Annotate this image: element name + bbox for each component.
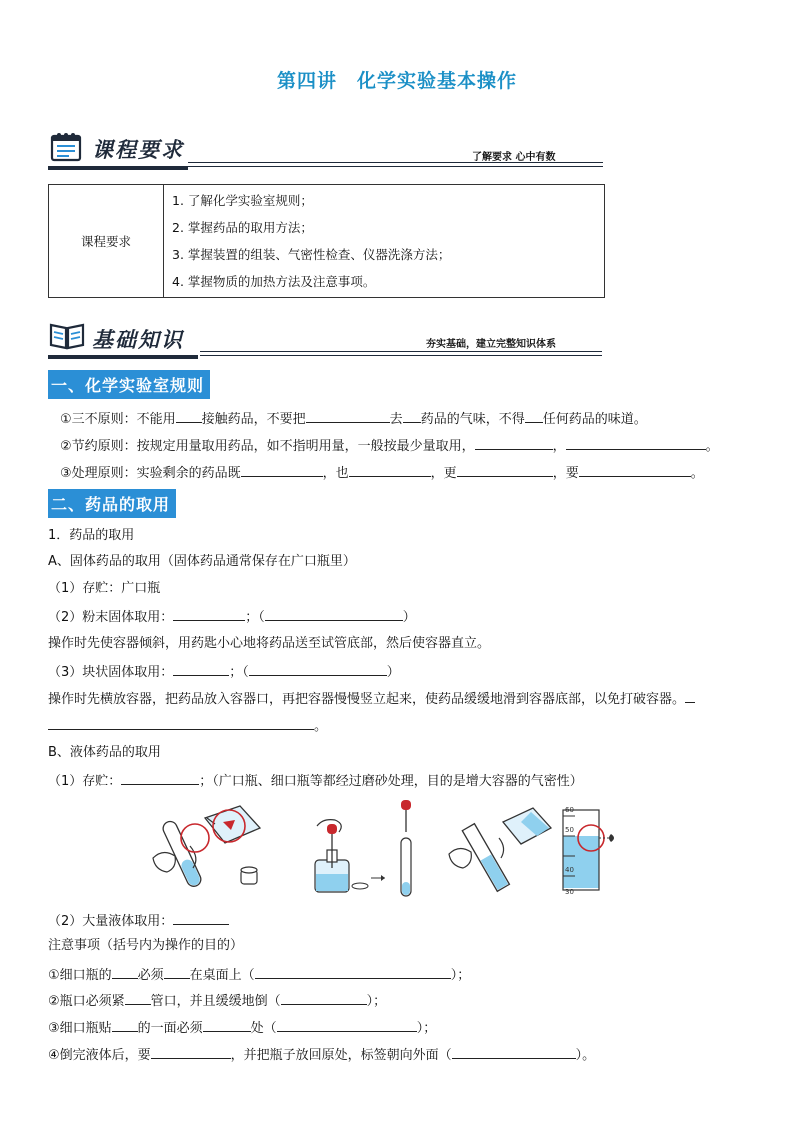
paragraph: 。 <box>48 715 327 737</box>
requirement-item: 4. 掌握物质的加热方法及注意事项。 <box>172 274 376 289</box>
page-title: 第四讲 化学实验基本操作 <box>276 70 517 92</box>
requirement-item: 1. 了解化学实验室规则； <box>172 193 313 208</box>
banner-underline <box>48 355 198 359</box>
paragraph: （1）存贮： ；（广口瓶、细口瓶等都经过磨砂处理，目的是增大容器的气密性） <box>48 770 583 792</box>
eye-icon <box>609 834 614 842</box>
paragraph: （2）大量液体取用： <box>48 910 229 932</box>
banner-title: 课程要求 <box>92 138 184 162</box>
requirement-item: 3. 掌握装置的组装、气密性检查、仪器洗涤方法； <box>172 247 451 262</box>
fill-blank[interactable] <box>125 990 151 1005</box>
fill-blank[interactable] <box>277 1017 417 1032</box>
fill-blank[interactable] <box>403 408 421 423</box>
note-item: ①细口瓶的 必须 在桌面上（ ）； <box>48 964 470 986</box>
rule-economy: ②节约原则：按规定用量取用药品，如不指明用量，一般按最少量取用， ， 。 <box>60 435 719 457</box>
tick-label: 30 <box>565 888 574 896</box>
note-item: ④倒完液体后，要 ，并把瓶子放回原处，标签朝向外面（ ）。 <box>48 1044 595 1066</box>
illustration-strip <box>145 798 625 898</box>
paragraph: 操作时先使容器倾斜，用药匙小心地将药品送至试管底部，然后使容器直立。 <box>48 636 491 651</box>
fill-blank[interactable] <box>173 661 229 676</box>
cylinder-reading-illustration <box>555 798 625 898</box>
fill-blank[interactable] <box>176 408 202 423</box>
fill-blank[interactable] <box>112 964 138 979</box>
paragraph: （1）存贮：广口瓶 <box>48 581 161 596</box>
fill-blank[interactable] <box>249 661 387 676</box>
banner-title: 基础知识 <box>92 328 184 352</box>
rule-three-nos: ①三不原则：不能用 接触药品，不要把 去 药品的气味，不得 任何药品的味道。 <box>60 408 647 430</box>
fill-blank[interactable] <box>306 408 390 423</box>
pouring-cylinder-illustration <box>445 798 555 898</box>
requirements-table <box>48 184 605 298</box>
fill-blank[interactable] <box>241 462 323 477</box>
dropper-illustration <box>305 798 425 898</box>
banner-rule <box>200 355 602 356</box>
fill-blank[interactable] <box>579 462 691 477</box>
paragraph: 操作时先横放容器，把药品放入容器口，再把容器慢慢竖立起来，使药品缓缓地滑到容器底部，以免打破容器。 <box>48 688 695 710</box>
paragraph: （2）粉末固体取用： ；（ ） <box>48 606 416 628</box>
requirements-list <box>164 185 605 298</box>
fill-blank[interactable] <box>452 1044 576 1059</box>
fill-blank[interactable] <box>475 435 553 450</box>
banner-subtitle: 了解要求 心中有数 <box>472 152 556 163</box>
fill-blank[interactable] <box>457 462 553 477</box>
open-book-icon <box>48 320 86 350</box>
fill-blank[interactable] <box>255 964 451 979</box>
notepad-icon <box>50 132 82 162</box>
fill-blank[interactable] <box>525 408 543 423</box>
fill-blank[interactable] <box>173 606 245 621</box>
fill-blank[interactable] <box>203 1017 251 1032</box>
requirement-item: 2. 掌握药品的取用方法； <box>172 220 313 235</box>
banner-underline <box>48 166 188 170</box>
paragraph: 1．药品的取用 <box>48 528 135 543</box>
paragraph: （3）块状固体取用： ；（ ） <box>48 661 400 683</box>
fill-blank[interactable] <box>281 990 367 1005</box>
fill-blank[interactable] <box>121 770 199 785</box>
banner-rule <box>200 351 602 352</box>
section-heading: 一、化学实验室规则 <box>48 370 210 399</box>
fill-blank[interactable] <box>151 1044 231 1059</box>
note-item: ②瓶口必须紧 管口，并且缓缓地倒（ ）； <box>48 990 386 1012</box>
pouring-test-tube-illustration <box>145 798 275 898</box>
paragraph: A、固体药品的取用（固体药品通常保存在广口瓶里） <box>48 554 356 569</box>
requirements-label: 课程要求 <box>49 185 164 298</box>
fill-blank[interactable] <box>566 435 706 450</box>
rule-disposal: ③处理原则：实验剩余的药品既 ，也 ，更 ，要 。 <box>60 462 704 484</box>
fill-blank[interactable] <box>112 1017 138 1032</box>
fill-blank[interactable] <box>265 606 403 621</box>
fill-blank[interactable] <box>173 910 229 925</box>
fill-blank[interactable] <box>164 964 190 979</box>
section-heading: 二、药品的取用 <box>48 489 176 518</box>
tick-label: 50 <box>565 826 574 834</box>
note-item: ③细口瓶贴 的一面必须 处（ ）； <box>48 1017 436 1039</box>
fill-blank[interactable] <box>685 688 695 703</box>
fill-blank[interactable] <box>349 462 431 477</box>
banner-rule <box>188 166 603 167</box>
banner-subtitle: 夯实基础，建立完整知识体系 <box>426 339 556 350</box>
paragraph: 注意事项（括号内为操作的目的） <box>48 938 244 953</box>
tick-label: 60 <box>565 806 574 814</box>
tick-label: 40 <box>565 866 574 874</box>
fill-blank[interactable] <box>48 715 314 730</box>
paragraph: B、液体药品的取用 <box>48 745 161 760</box>
